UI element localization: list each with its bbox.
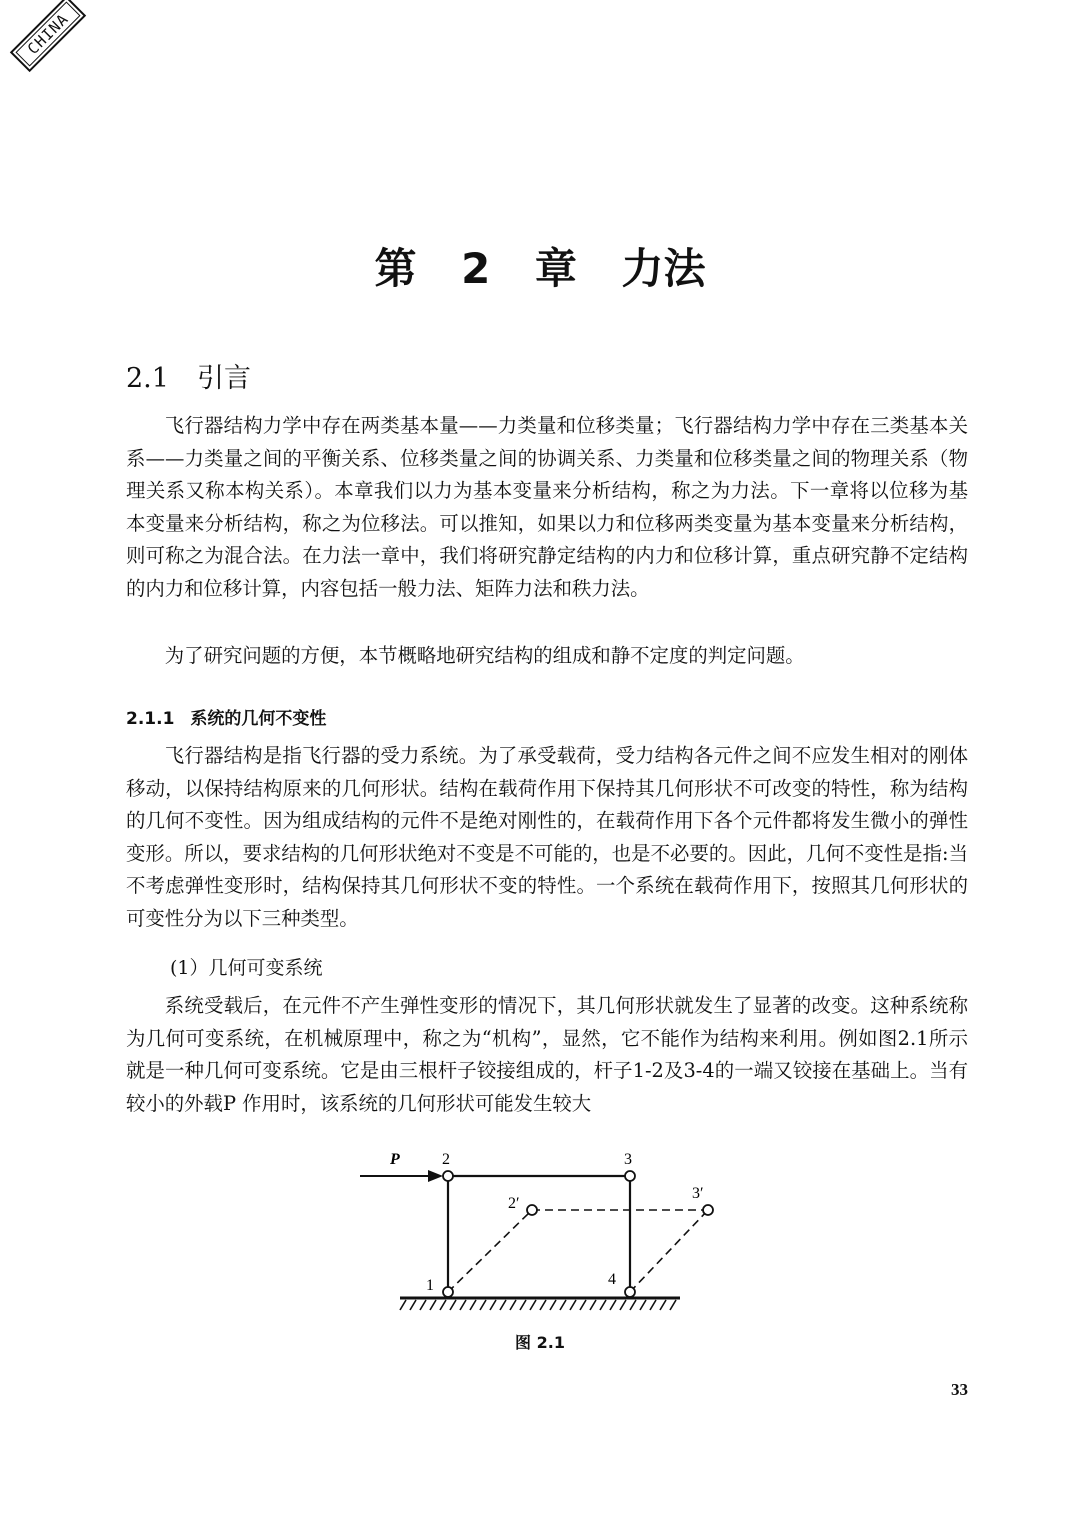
section-number: 2.1 bbox=[126, 363, 169, 394]
hinge-2 bbox=[443, 1171, 453, 1181]
ground-hatching bbox=[400, 1300, 676, 1310]
section-heading bbox=[126, 356, 251, 395]
subsection-title: 系统的几何不变性 bbox=[190, 709, 327, 729]
subsection-paragraph: 飞行器结构是指飞行器的受力系统。为了承受载荷，受力结构各元件之间不应发生相对的刚体移动，以保持结构原来的几何形状。结构在载荷作用下保持其几何形状不可改变的特性，称为结构的几何不变性。因为组成结构的元件不是绝对刚性的，在载荷作用下各个元件都将发生微小的弹性变形。所以，要求结构的几何形状绝对不变是不可能的，也是不必要的。因此，几何不变性是指:当不考虑弹性变形时，结构保持其几何形状不变的特性。一个系统在载荷作用下，按照其几何形状的可变性分为以下三种类型。 bbox=[126, 744, 968, 930]
stamp-text: CHINA bbox=[23, 9, 73, 59]
hinge-2-prime bbox=[527, 1205, 537, 1215]
intro-paragraph-2: 为了研究问题的方便，本节概略地研究结构的组成和静不定度的判定问题。 bbox=[164, 644, 805, 667]
china-stamp bbox=[10, 0, 86, 72]
hinge-3 bbox=[625, 1171, 635, 1181]
load-label: P bbox=[390, 1151, 400, 1168]
page-number: 33 bbox=[951, 1380, 968, 1399]
section-title: 引言 bbox=[196, 363, 251, 394]
subsection-heading bbox=[126, 704, 326, 729]
subsection-number: 2.1.1 bbox=[126, 709, 175, 729]
hinge-4 bbox=[625, 1287, 635, 1297]
figure-caption: 图 2.1 bbox=[515, 1333, 565, 1352]
hinge-3-prime bbox=[703, 1205, 713, 1215]
intro-paragraph-1: 飞行器结构力学中存在两类基本量——力类量和位移类量；飞行器结构力学中存在三类基本关系——力类量之间的平衡关系、位移类量之间的协调关系、力类量和位移类量之间的物理关系（物理关系又称本构关系）。本章我们以力为基本变量来分析结构，称之为力法。下一章将以位移为基本变量来分析结构，称之为位移法。可以推知，如果以力和位移两类变量为基本变量来分析结构，则可称之为混合法。在力法一章中，我们将研究静定结构的内力和位移计算，重点研究静不定结构的内力和位移计算，内容包括一般力法、矩阵力法和秩力法。 bbox=[126, 414, 968, 600]
load-arrow-head bbox=[428, 1170, 443, 1182]
item-title: (1）几何可变系统 bbox=[170, 957, 323, 979]
node-label-2-prime: 2′ bbox=[508, 1195, 520, 1212]
displaced-member-4-3p bbox=[630, 1210, 708, 1292]
displaced-member-1-2p bbox=[448, 1210, 532, 1292]
node-label-2: 2 bbox=[442, 1151, 450, 1168]
node-label-1: 1 bbox=[426, 1277, 434, 1294]
node-label-3: 3 bbox=[624, 1151, 632, 1168]
chapter-title: 第 2 章 力法 bbox=[374, 244, 706, 293]
node-label-4: 4 bbox=[608, 1271, 616, 1288]
node-label-3-prime: 3′ bbox=[692, 1185, 704, 1202]
item-paragraph: 系统受载后，在元件不产生弹性变形的情况下，其几何形状就发生了显著的改变。这种系统称为几何可变系统，在机械原理中，称之为“机构”，显然，它不能作为结构来利用。例如图2.1所示就是一种几何可变系统。它是由三根杆子铰接组成的，杆子1-2及3-4的一端又铰接在基础上。当有较小的外载P 作用时，该系统的几何形状可能发生较大 bbox=[126, 994, 968, 1115]
figure-2-1 bbox=[340, 1140, 720, 1320]
hinge-1 bbox=[443, 1287, 453, 1297]
